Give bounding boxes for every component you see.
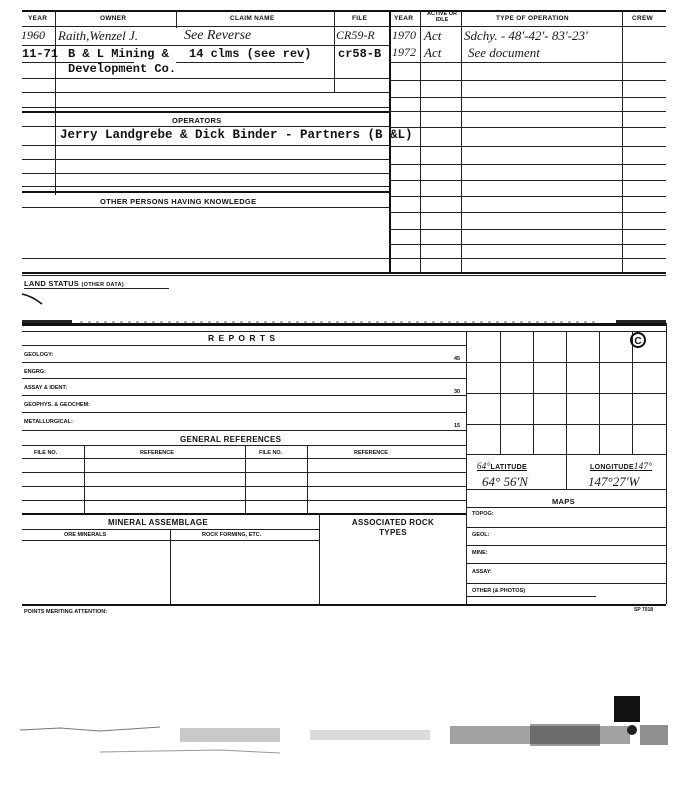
report-geophys: GEOPHYS. & GEOCHEM: [24,402,91,408]
maps-assay: ASSAY: [472,569,492,575]
row2-claim: 14 clms (see rev) [189,47,312,61]
mineral-assemblage-heading: MINERAL ASSEMBLAGE [108,518,209,527]
points-meriting-attention: POINTS MERITING ATTENTION: [24,609,108,615]
op2-type: See document [468,45,540,60]
operators-heading: OPERATORS [172,116,222,125]
maps-geol: GEOL: [472,532,490,538]
row3-owner: Development Co. [68,62,177,76]
mineral-col-ore: ORE MINERALS [64,532,107,538]
row1-owner: Raith,Wenzel J. [58,28,139,43]
report-assay: ASSAY & IDENT: [24,385,68,391]
op2-active: Act [424,45,442,60]
form-code: SP 7018 [634,607,654,613]
maps-topog: TOPOG: [472,511,494,517]
grid-location-marker [628,331,650,351]
report-engrg: ENGRG: [24,369,46,375]
header-active-idle: ACTIVE OR IDLE [427,11,457,23]
ref-col-file-2: FILE NO. [259,450,283,456]
mineral-col-rock: ROCK FORMING, ETC. [202,532,262,538]
report-assay-num: 30 [454,389,461,395]
general-references-heading: GENERAL REFERENCES [180,435,282,444]
latitude-label: 64°LATITUDE [477,461,527,471]
maps-other: OTHER (& PHOTOS) [472,588,526,594]
report-geology: GEOLOGY: [24,352,54,358]
op1-type: Sdchy. - 48'-42'- 83'-23' [464,28,588,43]
report-metallurgical-num: 15 [454,423,461,429]
associated-rock-types: ASSOCIATED ROCK TYPES [351,518,435,537]
report-geology-num: 45 [454,356,461,362]
op1-year: 1970 [392,28,416,42]
report-metallurgical: METALLURGICAL: [24,419,73,425]
header-crew: CREW [632,15,654,22]
op2-year: 1972 [392,45,416,59]
latitude-value: 64° 56'N [482,474,528,489]
maps-mine: MINE: [472,550,488,556]
maps-heading: MAPS [552,497,575,506]
header-type-of-operation: TYPE OF OPERATION [496,15,569,22]
longitude-label: LONGITUDE147° [590,461,653,471]
header-claim-name: CLAIM NAME [230,15,275,22]
scan-noise-band [20,720,670,760]
ref-col-file: FILE NO. [34,450,58,456]
row2-owner: B & L Mining & [68,47,169,61]
header-owner: OWNER [100,15,127,22]
grid-marker-text: C [634,336,642,347]
land-status-label: LAND STATUS (OTHER DATA) [24,279,124,288]
reports-heading: R E P O R T S [208,333,277,343]
ref-col-reference-2: REFERENCE [354,450,388,456]
scan-noise-top [20,300,670,330]
op1-active: Act [424,28,442,43]
row1-file: CR59-R [336,28,375,42]
row2-file: cr58-B [338,47,382,61]
other-persons-heading: OTHER PERSONS HAVING KNOWLEDGE [100,197,257,206]
land-status-sub: (OTHER DATA) [81,282,124,288]
ref-col-reference: REFERENCE [140,450,174,456]
operators-entry: Jerry Landgrebe & Dick Binder - Partners (B &L) [60,128,413,142]
header-file: FILE [352,15,368,22]
scan-registration-mark [614,696,640,722]
header-year: YEAR [28,15,48,22]
row1-claim: See Reverse [184,28,252,43]
row2-year: 11-71 [22,47,59,61]
longitude-value: 147°27'W [588,474,640,489]
row1-year: 1960 [21,28,45,42]
header-year-2: YEAR [394,15,414,22]
